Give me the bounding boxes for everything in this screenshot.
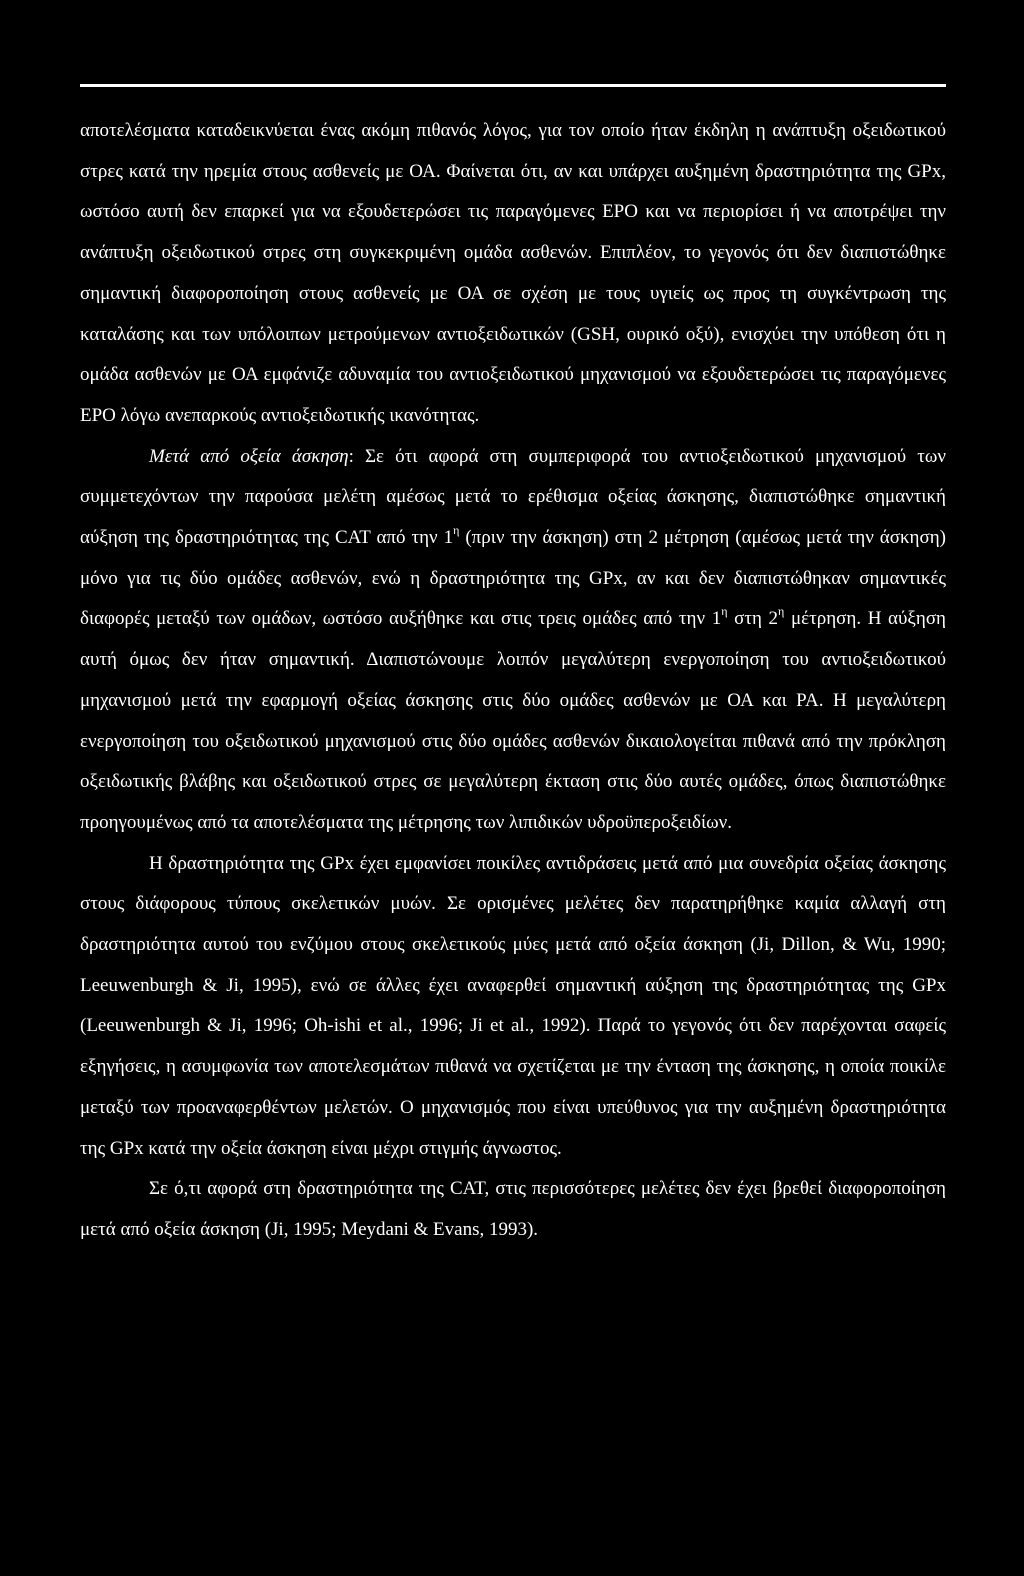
page-body [80, 111, 946, 1251]
paragraph-2-part-2: (πριν την άσκηση) στη 2 μέτρηση (αμέσως μετά την άσκηση) μόνο για τις δύο ομάδες ασθενών, ενώ η δραστηριότητα της GPx, αν και δεν διαπιστώθηκαν σημαντικές διαφορές μεταξύ των ομάδων, ωστόσο αυξήθηκε και στις τρεις ομάδες από την 1 [80, 527, 946, 630]
superscript-2: η [721, 604, 728, 619]
section-heading: Μετά από οξεία άσκηση [149, 445, 349, 467]
paragraph-2-part-3: στη 2 [727, 608, 779, 630]
paragraph-3: Η δραστηριότητα της GPx έχει εμφανίσει ποικίλες αντιδράσεις μετά από μια συνεδρία οξείας άσκησης στους διάφορους τύπους σκελετικών μυών. Σε ορισμένες μελέτες δεν παρατηρήθηκε καμία αλλαγή στη δραστηριότητα αυτού του ενζύμου στους σκελετικούς μύες μετά από οξεία άσκηση (Ji, Dillon, & Wu, 1990; Leeuwenburgh & Ji, 1995), ενώ σε άλλες έχει αναφερθεί σημαντική αύξηση της δραστηριότητας της GPx (Leeuwenburgh & Ji, 1996; Oh-ishi et al., 1996; Ji et al., 1992). Παρά το γεγονός ότι δεν παρέχονται σαφείς εξηγήσεις, η ασυμφωνία των αποτελεσμάτων πιθανά να σχετίζεται με την ένταση της άσκησης, η οποία ποικίλε μεταξύ των προαναφερθέντων μελετών. Ο μηχανισμός που είναι υπεύθυνος για την αυξημένη δραστηριότητα της GPx κατά την οξεία άσκηση είναι μέχρι στιγμής άγνωστος. [80, 852, 946, 1159]
paragraph-1: αποτελέσματα καταδεικνύεται ένας ακόμη πιθανός λόγος, για τον οποίο ήταν έκδηλη η ανάπτυξη οξειδωτικού στρες κατά την ηρεμία στους ασθενείς με ΟΑ. Φαίνεται ότι, αν και υπάρχει αυξημένη δραστηριότητα της GPx, ωστόσο αυτή δεν επαρκεί για να εξουδετερώσει τις παραγόμενες ΕΡΟ και να περιορίσει ή να αποτρέψει την ανάπτυξη οξειδωτικού στρες στη συγκεκριμένη ομάδα ασθενών. Επιπλέον, το γεγονός ότι δεν διαπιστώθηκε σημαντική διαφοροποίηση στους ασθενείς με ΟΑ σε σχέση με τους υγιείς ως προς τη συγκέντρωση της καταλάσης και των υπόλοιπων μετρούμενων αντιοξειδωτικών (GSH, ουρικό οξύ), ενισχύει την υπόθεση ότι η ομάδα ασθενών με ΟΑ εμφάνιζε αδυναμία του αντιοξειδωτικού μηχανισμού να εξουδετερώσει τις παραγόμενες ΕΡΟ λόγω ανεπαρκούς αντιοξειδωτικής ικανότητας. [80, 120, 946, 426]
header-rule [80, 84, 946, 87]
paragraph-2-part-1: Σε ότι αφορά στη συμπεριφορά του αντιοξειδωτικού μηχανισμού των συμμετεχόντων την παρούσα μελέτη αμέσως μετά το ερέθισμα οξείας άσκησης, διαπιστώθηκε σημαντική αύξηση της δραστηριότητας της CAT από την 1 [80, 445, 946, 549]
superscript-1: η [453, 523, 460, 538]
heading-colon: : [348, 445, 365, 467]
paragraph-2 [80, 437, 946, 844]
paragraph-4: Σε ό,τι αφορά στη δραστηριότητα της CAT, στις περισσότερες μελέτες δεν έχει βρεθεί διαφοροποίηση μετά από οξεία άσκηση (Ji, 1995; Meydani & Evans, 1993). [80, 1178, 946, 1240]
superscript-3: η [778, 604, 785, 619]
paragraph-2-part-4: μέτρηση. Η αύξηση αυτή όμως δεν ήταν σημαντική. Διαπιστώνουμε λοιπόν μεγαλύτερη ενεργοποίηση του αντιοξειδωτικού μηχανισμού μετά την εφαρμογή οξείας άσκησης στις δύο ομάδες ασθενών με ΟΑ και ΡΑ. Η μεγαλύτερη ενεργοποίηση του οξειδωτικού μηχανισμού στις δύο ομάδες ασθενών δικαιολογείται πιθανά από την πρόκληση οξειδωτικής βλάβης και οξειδωτικού στρες σε μεγαλύτερη έκταση στις δύο αυτές ομάδες, όπως διαπιστώθηκε προηγουμένως από τα αποτελέσματα της μέτρησης των λιπιδικών υδροϋπεροξειδίων. [80, 608, 946, 833]
